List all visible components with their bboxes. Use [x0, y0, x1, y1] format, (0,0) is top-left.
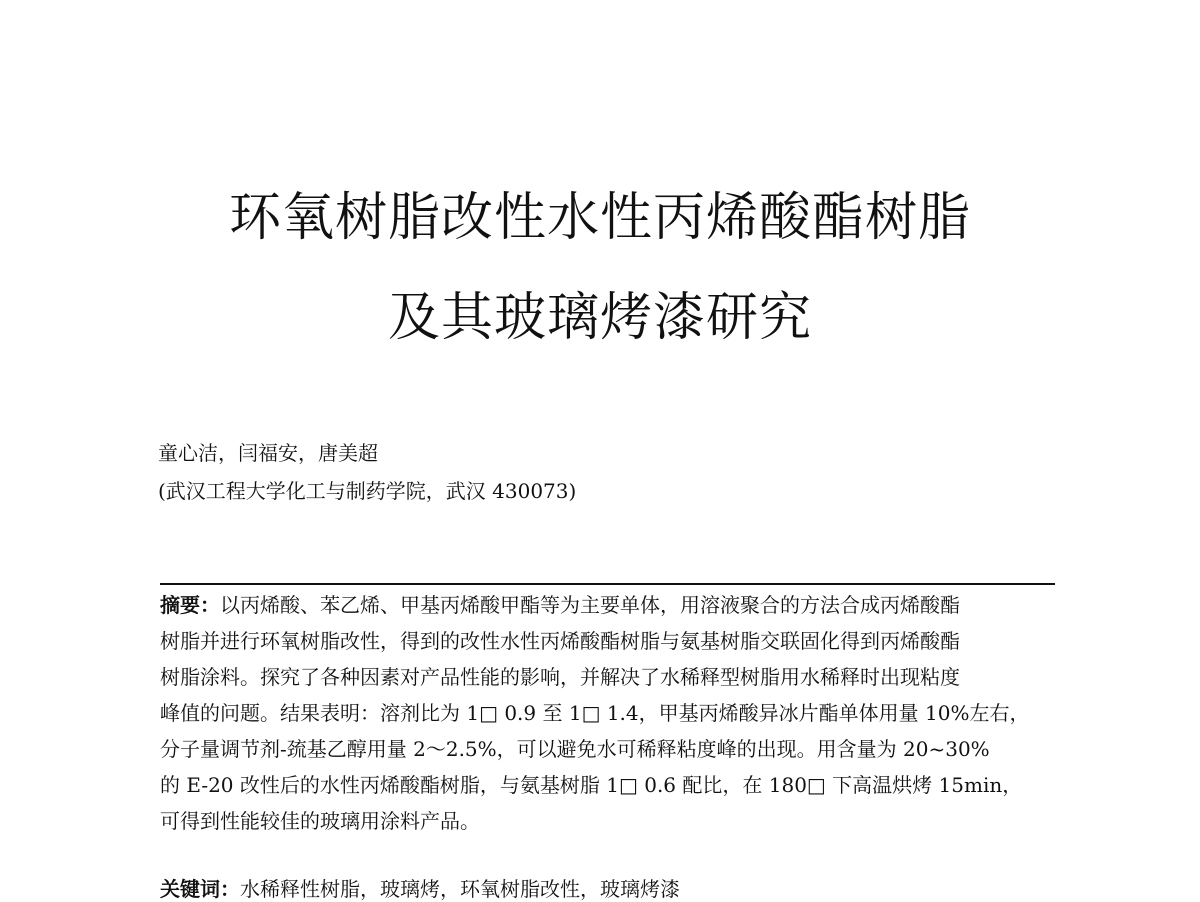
abstract-line	[160, 592, 1055, 618]
paper-title-line-1: 环氧树脂改性水性丙烯酸酯树脂	[228, 188, 971, 248]
abstract-line-1-text: 以丙烯酸、苯乙烯、甲基丙烯酸甲酯等为主要单体，用溶液聚合的方法合成丙烯酸酯	[220, 593, 960, 617]
abstract-line	[160, 808, 1055, 834]
abstract-line	[160, 664, 1055, 690]
abstract-label: 摘要：	[160, 593, 220, 617]
abstract-line-6: 的 E-20 改性后的水性丙烯酸酯树脂，与氨基树脂 1□ 0.6 配比，在 180□ 下高温烘烤 15min，	[160, 773, 1023, 797]
abstract-line-2: 树脂并进行环氧树脂改性，得到的改性水性丙烯酸酯树脂与氨基树脂交联固化得到丙烯酸酯	[160, 629, 960, 653]
paper-title-line-2: 及其玻璃烤漆研究	[387, 288, 812, 348]
abstract-line-5: 分子量调节剂-巯基乙醇用量 2～2.5%，可以避免水可稀释粘度峰的出现。用含量为 20~30%	[160, 737, 990, 761]
keywords-label: 关键词：	[160, 877, 240, 901]
abstract-line-7: 可得到性能较佳的玻璃用涂料产品。	[160, 809, 480, 833]
author-affiliation: (武汉工程大学化工与制药学院，武汉 430073)	[158, 479, 577, 503]
keywords-line	[160, 876, 680, 902]
abstract-line	[160, 772, 1055, 798]
author-list: 童心洁，闫福安，唐美超	[158, 441, 378, 465]
abstract-line-4: 峰值的问题。结果表明：溶剂比为 1□ 0.9 至 1□ 1.4，甲基丙烯酸异冰片酯单体用量 10%左右，	[160, 701, 1030, 725]
abstract-divider	[160, 583, 1055, 585]
abstract-block	[160, 592, 1055, 844]
abstract-line	[160, 700, 1055, 726]
keywords-text: 水稀释性树脂，玻璃烤，环氧树脂改性，玻璃烤漆	[240, 877, 680, 901]
abstract-line-1	[160, 592, 960, 618]
abstract-line-3: 树脂涂料。探究了各种因素对产品性能的影响，并解决了水稀释型树脂用水稀释时出现粘度	[160, 665, 960, 689]
abstract-line	[160, 736, 1055, 762]
abstract-line	[160, 628, 1055, 654]
